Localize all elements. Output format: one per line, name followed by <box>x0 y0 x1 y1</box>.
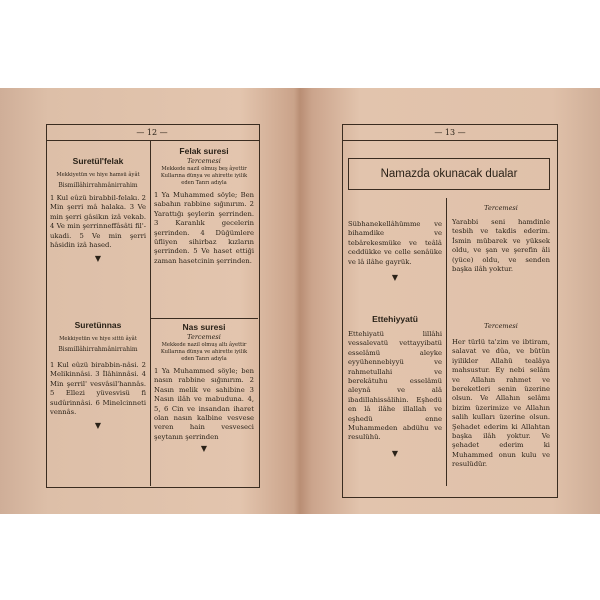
translation-text: 1 Ya Muhammed söyle; ben nasın rabbine sığınırım. 2 Nasın melik ve sahibine 3 Nasın ilâh ve mabuduna. 4, 5, 6 Cin ve insandan iharet olan nasın kalbine vesvese veren hain vesveseci şeytanın şerrinden <box>154 367 254 441</box>
page-number: — 13 — <box>434 128 466 137</box>
prayer-text: Sübhanekellâhümme ve bihamdike ve tebârekesmüke ve teâlâ ceddükke ve celle senâüke ve lâ ilâhe gayrük. <box>348 220 442 266</box>
column-translation <box>452 204 550 274</box>
ornament-icon: ▼ <box>391 448 399 458</box>
translation-text: Her türlü ta'zim ve ibtiram, salavat ve dûa, ve bütün iyilikler Allahü tealâya mahsustur. Ey nebi selâm ve Allahın rahmet ve bereketleri senin üzerine olsun. Ve Allahın selâmı bizim üzerimize ve Allahın salih kulları üzerine olsun. Şehadet ederim ki Allahtan başka ilâh yoktur. Ve şehadet ederim ki Muhammed onun kulu ve resulüdür. <box>452 338 550 469</box>
ornament-icon: ▼ <box>391 273 399 283</box>
tercemesi-label: Tercemesi <box>187 157 221 165</box>
column-arabic-transliteration-2 <box>348 310 442 458</box>
ornament-icon: ▼ <box>200 444 208 454</box>
column-divider <box>446 198 447 486</box>
header-rule <box>46 140 260 141</box>
invocation: Kullarına dünya ve ahirette iyilik eden Tanrı adıyla <box>160 349 248 362</box>
surah-subtitle: Mekkede nazil olmuş altı âyettir <box>161 342 247 348</box>
translation-text: Yarabbi seni hamdinle tesbih ve takdis ederim. İsmin mübarek ve yüksek oldu, ve şan ve şerefin âli (yüce) oldu, ve senden başka ilâh yoktur. <box>452 218 550 274</box>
surah-subtitle: Mekkiyetün ve hiye hamsü âyât <box>56 172 140 178</box>
prayer-title: Ettehiyyatü <box>372 314 418 324</box>
surah-title: Suretünnas <box>74 320 122 330</box>
surah-title: Felak suresi <box>179 146 229 156</box>
tercemesi-label: Tercemesi <box>484 204 518 212</box>
surah-text: 1 Kul eûzü birabbil-felakı. 2 Min şerri mâ halaka. 3 Ve min şerri gâsikın izâ vekab. 4 Ve min şerrinneffâsâti fil'-ukadi. 5 Ve min şerri hâsidin izâ hased. <box>50 194 146 250</box>
prayer-text: Ettehiyatü lillâhi vessalevatü vettayyibatü esselâmü aleyke eyyühennebiyyü ve rahmetullahi ve berekâtuhu esselâmü aleynâ ve alâ ibadillahissâlihin. Eşhedü en lâ ilâhe illallah ve eşhedü enne Muhammeden abdühu ve resulühü. <box>348 330 442 442</box>
column-translation-2 <box>452 310 550 470</box>
page-number: — 12 — <box>136 128 168 137</box>
basmala: Bismillâhirrahmânirrahim <box>58 182 138 189</box>
invocation: Kullarına dünya ve ahirette iyilik eden Tanrı adıyla <box>160 173 248 186</box>
surah-subtitle: Mekkede nazil olmuş beş âyettir <box>161 166 247 172</box>
surah-title: Suretül'felak <box>72 156 124 166</box>
section-rule <box>150 318 258 319</box>
column-translation-2 <box>154 320 254 453</box>
ornament-icon: ▼ <box>94 254 102 264</box>
tercemesi-label: Tercemesi <box>484 322 518 330</box>
ornament-icon: ▼ <box>94 421 102 431</box>
page-title: Namazda okunacak dualar <box>348 158 550 190</box>
basmala: Bismillâhirrahmânirrahim <box>58 346 138 353</box>
right-page <box>302 88 600 514</box>
open-book <box>0 88 600 514</box>
column-arabic-transliteration <box>50 144 146 263</box>
surah-title: Nas suresi <box>182 322 226 332</box>
header-rule <box>342 140 558 141</box>
left-page <box>0 88 298 514</box>
column-arabic-transliteration <box>348 220 442 282</box>
surah-subtitle: Mekkiyetün ve hiye sittü âyât <box>59 336 137 342</box>
tercemesi-label: Tercemesi <box>187 333 221 341</box>
surah-text: 1 Kul eûzü birabbin-nâsi. 2 Melikinnâsi. 3 İlâhinnâsi. 4 Min şerril' vesvâsil'hannâs. 5 Ellezi yüvesvisü fi sudûrinnâsi. 6 Minelcinneti vennâs. <box>50 361 146 417</box>
translation-text: 1 Ya Muhammed söyle; Ben sabahın rabbine sığınırım. 2 Yarattığı şeylerin şerrinden. 3 Karanlık gecelerin şerrinden. 4 Düğümlere üfliyen sihirbaz kızların şerrinden. 5 Ve haset ettiği zaman hasetcinin şerrinden. <box>154 191 254 265</box>
column-arabic-transliteration-2 <box>50 316 146 430</box>
column-translation <box>154 144 254 266</box>
column-divider <box>150 140 151 486</box>
